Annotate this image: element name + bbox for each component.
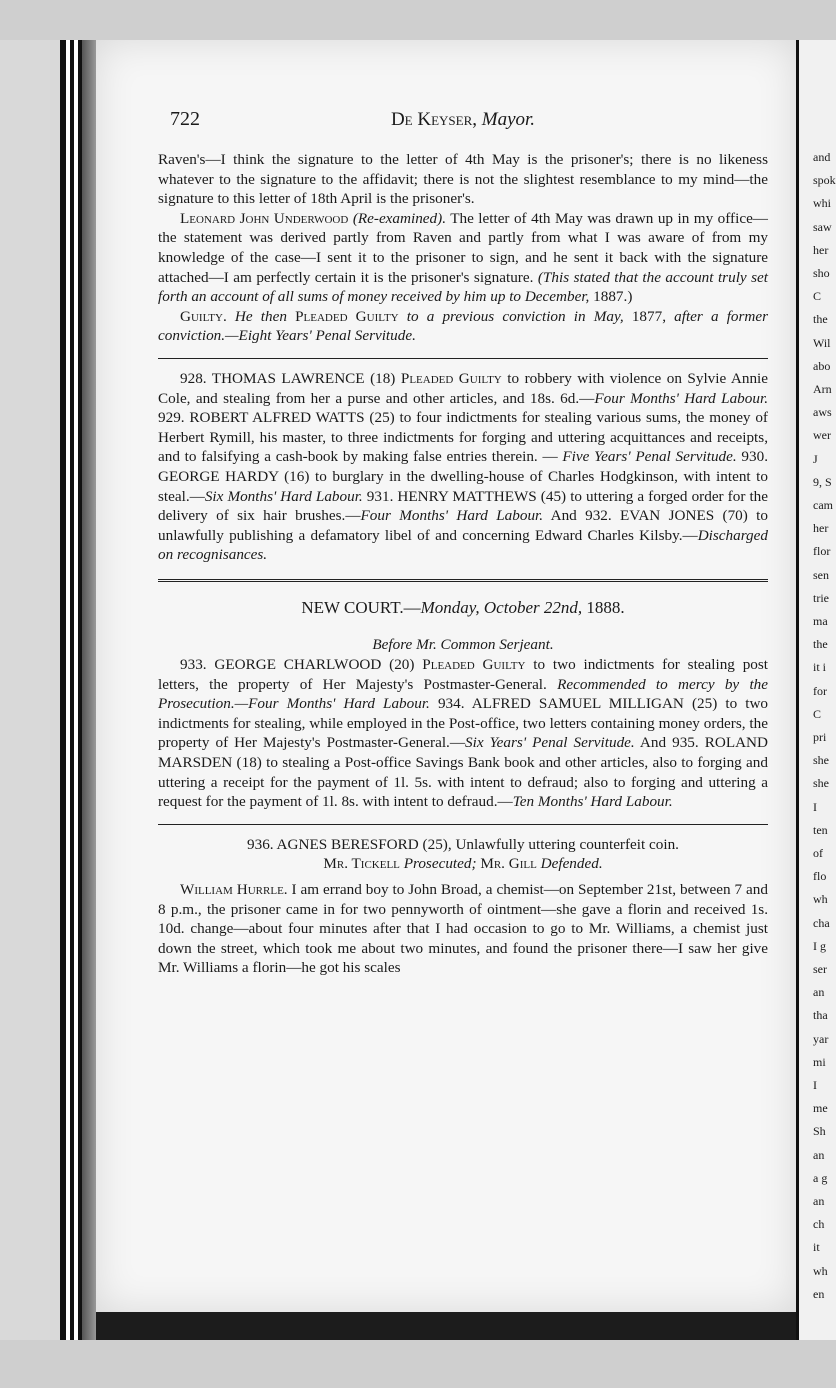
facing-fragment: pri	[813, 730, 827, 744]
case-929-text: to four indictments for stealing various sums, the money of Herbert Rymill, his master, to three indictments for forging and uttering acquittances and receipts, and to falsifying a cash-book by making false entries therein. —	[158, 409, 768, 466]
facing-fragment: whi	[813, 196, 831, 211]
case-934-text: to two indictments for stealing, while employed in the Post-office, two letters containing money orders, the property of Her Majesty's Postmaster-General.—	[158, 695, 769, 752]
case-934-sentence: Six Years' Penal Servitude.	[465, 734, 635, 752]
case-929-sentence: Five Years' Penal Servitude.	[562, 448, 737, 466]
case-933-pleaded: Pleaded Guilty	[422, 656, 526, 674]
case-928-head: 928. THOMAS LAWRENCE (18)	[180, 369, 396, 387]
account-note-end: 1887.)	[593, 288, 633, 306]
court-date: Monday, October 22nd,	[420, 597, 583, 617]
facing-fragment: an	[813, 1194, 825, 1208]
facing-fragment: ser	[813, 962, 827, 976]
case-932-head: 932. EVAN JONES (70)	[585, 507, 748, 525]
facing-fragment: 9, S	[813, 474, 832, 489]
verdict-paragraph	[158, 307, 768, 346]
title-mayor: Mayor.	[481, 109, 536, 130]
verdict-year: 1877,	[631, 307, 666, 325]
account-note: (This stated that the account truly set forth an account of all sums of money received by him up to December,	[158, 268, 768, 306]
case-932-and: And	[550, 507, 577, 525]
facing-fragment: the	[813, 637, 828, 652]
case-931-sentence: Four Months' Hard Labour.	[360, 507, 544, 525]
facing-fragment: of	[813, 846, 823, 860]
facing-fragment: ten	[813, 822, 828, 837]
court-year: 1888.	[586, 597, 625, 617]
facing-fragment: flor	[813, 544, 831, 559]
facing-fragment: she	[813, 776, 829, 791]
case-932-text: to unlawfully publishing a defamatory libel of and concerning Edward Charles Kilsby.—	[158, 507, 768, 544]
facing-fragment: wh	[813, 1263, 828, 1278]
counsel-prosecution: Mr. Tickell	[323, 855, 400, 873]
witness-hurrle: William Hurrle.	[180, 881, 288, 898]
facing-fragment: me	[813, 1101, 828, 1116]
facing-page-edge	[796, 40, 836, 1340]
facing-fragment: it i	[813, 660, 827, 675]
facing-fragment: cam	[813, 498, 833, 512]
verdict-pleaded: Pleaded Guilty	[295, 307, 399, 325]
case-935-and: And	[639, 734, 667, 752]
counsel-line	[158, 854, 768, 874]
court-rule	[158, 579, 768, 584]
facing-fragment: for	[813, 683, 827, 698]
scan-top-band	[0, 0, 836, 40]
case-932-sentence: Discharged on recognisances.	[158, 526, 768, 564]
running-head	[158, 110, 768, 140]
title-mayor-name: De Keyser,	[390, 109, 477, 130]
book-spine	[60, 40, 96, 1340]
hurrle-text: I am errand boy to John Broad, a chemist—on September 21st, between 7 and 8 p.m., the prisoner came in for two pennyworth of ointment—she gave a florin and received 1s. 10d. change—about four minutes after that I had occasion to go to Mr. Williams, a chemist just down the street, which took me about two minutes, and found the prisoner there—I saw her give Mr. Williams a florin—he got his scales	[158, 881, 768, 977]
facing-fragment: en	[813, 1286, 825, 1301]
facing-fragment: spok	[813, 173, 836, 188]
paragraph-raven: Raven's—I think the signature to the letter of 4th May is the prisoner's; there is no likeness whatever to the signature to the affidavit; there is not the slightest resemblance to my mind—the signature to this letter of 18th April is the prisoner's.	[158, 151, 768, 208]
facing-fragment: she	[813, 753, 829, 768]
case-930-sentence: Six Months' Hard Labour.	[204, 487, 363, 505]
page-bottom-edge	[96, 1312, 796, 1340]
facing-fragment: I	[813, 1078, 817, 1092]
case-928-pleaded: Pleaded Guilty	[400, 369, 502, 387]
facing-fragment: J	[813, 451, 818, 466]
case-931-text: to uttering a forged order for the delivery of six hair brushes.—	[158, 487, 768, 525]
facing-fragment: wh	[813, 892, 828, 907]
facing-fragment: trie	[813, 590, 829, 605]
facing-fragment: C	[813, 706, 822, 721]
case-930-text: to burglary in the dwelling-house of Charles Hodgkinson, with intent to steal.—	[158, 467, 768, 505]
case-934-head: 934. ALFRED SAMUEL MILLIGAN (25)	[437, 695, 718, 713]
facing-fragment: a g	[813, 1170, 828, 1185]
facing-fragment: mi	[813, 1054, 826, 1069]
cases-928-932	[158, 369, 768, 565]
facing-fragment: an	[813, 1147, 825, 1162]
facing-fragment: abo	[813, 358, 831, 373]
verdict-guilty: Guilty.	[180, 307, 227, 325]
defended-label: Defended.	[540, 855, 603, 873]
case-936-title: 936. AGNES BERESFORD (25), Unlawfully uttering counterfeit coin.	[247, 835, 679, 853]
facing-fragment: Sh	[813, 1124, 826, 1139]
re-examined: (Re-examined).	[352, 209, 446, 227]
facing-fragment: it	[813, 1240, 820, 1255]
facing-fragment: aws	[813, 405, 832, 420]
verdict-prev: to a previous conviction in May,	[406, 307, 624, 325]
verdict-sentence: after a former conviction.—Eight Years' Penal Servitude.	[158, 307, 769, 345]
case-933-head: 933. GEORGE CHARLWOOD (20)	[180, 656, 415, 674]
case-929-head: 929. ROBERT ALFRED WATTS (25)	[158, 409, 395, 427]
facing-fragment: flo	[813, 869, 827, 884]
cases-933-935	[158, 655, 768, 812]
witness-name: Leonard John Underwood	[180, 209, 349, 227]
page-number: 722	[170, 108, 200, 130]
page-text	[158, 110, 768, 978]
section-rule	[158, 358, 768, 359]
court-name: NEW COURT.—	[301, 597, 421, 617]
case-935-head: 935. ROLAND MARSDEN (18)	[158, 734, 768, 772]
hurrle-testimony	[158, 880, 768, 978]
facing-fragment: sen	[813, 567, 829, 582]
facing-fragment: yar	[813, 1031, 829, 1046]
counsel-defence: Mr. Gill	[480, 855, 537, 873]
case-928-sentence: Four Months' Hard Labour.	[594, 389, 768, 407]
case-933-text: to two indictments for stealing post letters, the property of Her Majesty's Postmaster-General.	[158, 656, 769, 693]
court-heading	[158, 598, 768, 618]
facing-fragment: sho	[813, 266, 830, 280]
facing-fragment: saw	[813, 219, 832, 234]
facing-fragment: her	[813, 521, 829, 536]
facing-fragment: an	[813, 985, 825, 1000]
case-933-sentence: Recommended to mercy by the Prosecution.—Four Months' Hard Labour.	[158, 675, 769, 713]
paragraph-underwood	[158, 209, 768, 307]
facing-fragment: Arn	[813, 382, 832, 396]
facing-fragment: ch	[813, 1217, 825, 1232]
facing-fragment: I g	[813, 938, 826, 953]
scan-bottom-band	[0, 1340, 836, 1388]
case-930-head: 930. GEORGE HARDY (16)	[158, 448, 768, 485]
facing-fragment: I	[813, 799, 817, 814]
case-935-sentence: Ten Months' Hard Labour.	[512, 793, 673, 811]
case-931-head: 931. HENRY MATTHEWS (45)	[366, 487, 567, 505]
case-935-text: to stealing a Post-office Savings Bank book and other articles, also to forging and uttering a receipt for the payment of 1l. 5s. with intent to defraud; also to forging and uttering a request for the payment of 1l. 8s. with intent to defraud.—	[158, 754, 768, 811]
before-judge: Before Mr. Common Serjeant.	[372, 636, 554, 654]
facing-fragment: the	[813, 312, 828, 327]
facing-fragment: Wil	[813, 335, 831, 350]
facing-fragment: cha	[813, 915, 830, 930]
facing-fragment: wer	[813, 428, 831, 443]
facing-fragment: tha	[813, 1008, 828, 1023]
facing-fragment: C	[813, 289, 822, 304]
prosecuted-label: Prosecuted;	[403, 855, 477, 873]
facing-fragment: and	[813, 150, 831, 164]
case-928-text: to robbery with violence on Sylvie Annie Cole, and stealing from her a purse and other articles, and 18s. 6d.—	[158, 369, 769, 407]
facing-fragment: ma	[813, 614, 828, 628]
underwood-testimony: The letter of 4th May was drawn up in my office—the statement was derived partly from Raven and partly from what I was aware of from my knowledge of the case—I sent it to the prisoner to sign, and he sent it back with the signature attached—I am perfectly certain it is the prisoner's signature.	[158, 209, 768, 286]
section-rule-2	[158, 824, 768, 825]
running-title	[158, 110, 768, 130]
verdict-then: He then	[234, 307, 287, 325]
facing-fragment: her	[813, 242, 829, 257]
